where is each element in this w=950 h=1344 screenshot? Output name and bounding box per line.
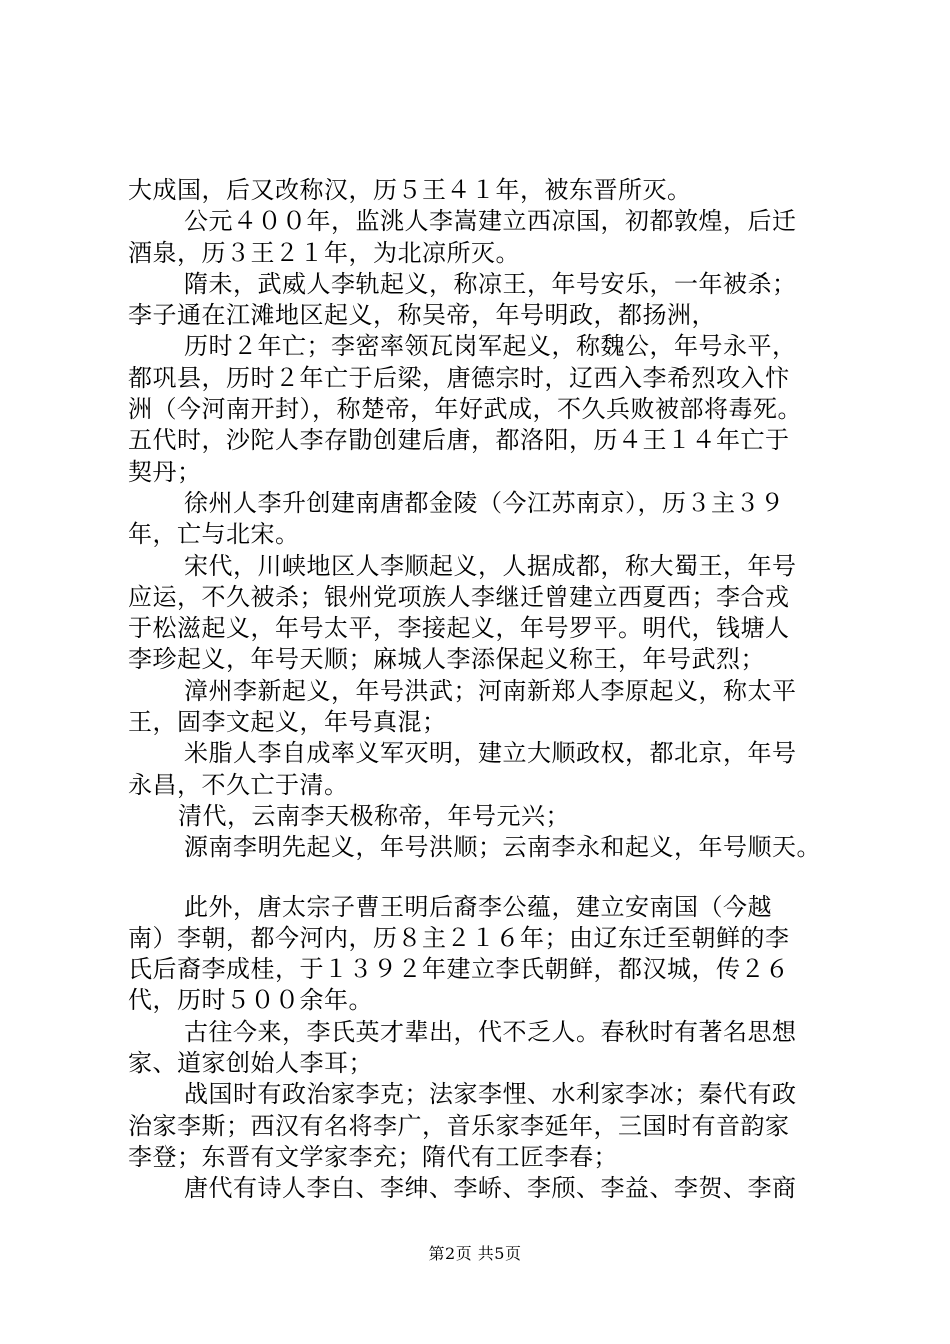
text-line: 公元４００年，监洮人李嵩建立西凉国，初都敦煌，后迁 xyxy=(184,207,797,236)
document-body xyxy=(128,175,840,1205)
text-line: 南）李朝，都今河内，历８主２１６年；由辽东迁至朝鲜的李 xyxy=(128,923,790,952)
text-line: 李珍起义，年号天顺；麻城人李添保起义称王，年号武烈； xyxy=(128,645,765,674)
text-line: 米脂人李自成率义军灭明，建立大顺政权，都北京，年号 xyxy=(184,739,797,768)
text-line: 代，历时５００余年。 xyxy=(128,986,373,1015)
text-line: 唐代有诗人李白、李绅、李峤、李颀、李益、李贺、李商 xyxy=(184,1174,797,1203)
text-line: 五代时，沙陀人李存勖创建后唐，都洛阳，历４王１４年亡于 xyxy=(128,426,790,455)
text-line: 古往今来，李氏英才辈出，代不乏人。春秋时有著名思想 xyxy=(184,1017,797,1046)
text-line: 氏后裔李成桂，于１３９２年建立李氏朝鲜，都汉城，传２６ xyxy=(128,955,790,984)
text-line: 王，固李文起义，年号真混； xyxy=(128,708,447,737)
text-line: 都巩县，历时２年亡于后梁，唐德宗时，辽西入李希烈攻入忭 xyxy=(128,363,790,392)
text-line: 酒泉，历３王２１年，为北凉所灭。 xyxy=(128,238,520,267)
text-line: 战国时有政治家李克；法家李悝、水利家李冰；秦代有政 xyxy=(184,1080,797,1109)
paragraph-gap xyxy=(128,864,840,892)
text-line: 宋代，川峡地区人李顺起义，人据成都，称大蜀王，年号 xyxy=(184,551,797,580)
text-line: 于松滋起义，年号太平，李接起义，年号罗平。明代，钱塘人 xyxy=(128,614,790,643)
text-line: 历时２年亡；李密率领瓦岗军起义，称魏公，年号永平， xyxy=(184,332,797,361)
text-line: 清代，云南李天极称帝，年号元兴； xyxy=(178,801,570,830)
text-line: 漳州李新起义，年号洪武；河南新郑人李原起义，称太平 xyxy=(184,676,797,705)
text-line: 徐州人李升创建南唐都金陵（今江苏南京），历３主３９ xyxy=(184,488,785,517)
page-number-footer: 第2页 共5页 xyxy=(428,1244,522,1263)
text-line: 源南李明先起义，年号洪顺；云南李永和起义，年号顺天。 xyxy=(184,833,821,862)
text-line: 永昌，不久亡于清。 xyxy=(128,770,349,799)
text-line: 年，亡与北宋。 xyxy=(128,520,300,549)
text-line: 隋未，武威人李轨起义，称凉王，年号安乐，一年被杀； xyxy=(184,269,797,298)
text-line: 治家李斯；西汉有名将李广，音乐家李延年，三国时有音韵家 xyxy=(128,1111,790,1140)
text-line: 李子通在江滩地区起义，称吴帝，年号明政，都扬洲， xyxy=(128,301,716,330)
text-line: 此外，唐太宗子曹王明后裔李公蕴，建立安南国（今越 xyxy=(184,892,772,921)
text-line: 家、道家创始人李耳； xyxy=(128,1049,373,1078)
text-line: 契丹； xyxy=(128,457,202,486)
text-line: 洲（今河南开封），称楚帝，年好武成，不久兵败被部将毒死。 xyxy=(128,395,802,424)
text-line: 李登；东晋有文学家李充；隋代有工匠李春； xyxy=(128,1142,618,1171)
text-line: 应运，不久被杀；银州党项族人李继迁曾建立西夏西；李合戎 xyxy=(128,582,790,611)
text-line: 大成国，后又改称汉，历５王４１年，被东晋所灭。 xyxy=(128,176,692,204)
